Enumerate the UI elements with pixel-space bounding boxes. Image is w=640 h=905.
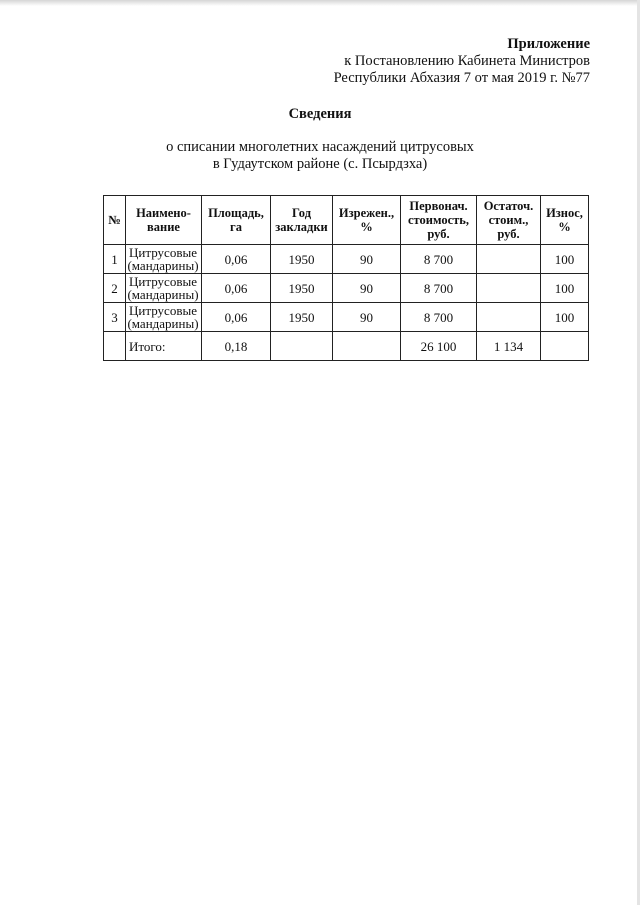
- col-header-area: Площадь, га: [202, 196, 271, 245]
- cell-name: Цитрусовые (мандарины): [126, 303, 202, 332]
- cell-num: 2: [104, 274, 126, 303]
- cell-num: 3: [104, 303, 126, 332]
- col-header-sparse: Изрежен., %: [333, 196, 401, 245]
- total-initial-cost: 26 100: [401, 332, 477, 361]
- cell-sparse: 90: [333, 245, 401, 274]
- cell-num: [104, 332, 126, 361]
- cell-wear: 100: [541, 274, 589, 303]
- col-header-residual-cost: Остаточ. стоим., руб.: [477, 196, 541, 245]
- table-total-row: [104, 332, 589, 361]
- document-title: Сведения: [288, 106, 352, 122]
- decree-reference-line2: Республики Абхазия 7 от мая 2019 г. №77: [333, 70, 590, 86]
- appendix-label: Приложение: [507, 36, 590, 52]
- cell-wear: 100: [541, 245, 589, 274]
- col-header-initial-cost: Первонач. стоимость, руб.: [401, 196, 477, 245]
- cell-year: [271, 332, 333, 361]
- cell-residual-cost: [477, 245, 541, 274]
- cell-area: 0,06: [202, 245, 271, 274]
- cell-sparse: [333, 332, 401, 361]
- cell-name: Цитрусовые (мандарины): [126, 245, 202, 274]
- decree-reference-line1: к Постановлению Кабинета Министров: [344, 53, 590, 69]
- cell-name: Цитрусовые (мандарины): [126, 274, 202, 303]
- col-header-num: №: [104, 196, 126, 245]
- writeoff-table: [103, 195, 589, 361]
- cell-initial-cost: 8 700: [401, 303, 477, 332]
- cell-wear: [541, 332, 589, 361]
- scan-shadow: [0, 0, 640, 6]
- cell-initial-cost: 8 700: [401, 274, 477, 303]
- cell-year: 1950: [271, 274, 333, 303]
- subtitle-line1: о списании многолетних насаждений цитрусовых: [166, 139, 474, 155]
- cell-sparse: 90: [333, 274, 401, 303]
- cell-area: 0,06: [202, 303, 271, 332]
- col-header-name: Наимено- вание: [126, 196, 202, 245]
- table-row: [104, 274, 589, 303]
- cell-year: 1950: [271, 245, 333, 274]
- cell-year: 1950: [271, 303, 333, 332]
- col-header-wear: Износ, %: [541, 196, 589, 245]
- cell-wear: 100: [541, 303, 589, 332]
- col-header-year: Год закладки: [271, 196, 333, 245]
- document-subtitle: [0, 139, 640, 173]
- cell-initial-cost: 8 700: [401, 245, 477, 274]
- table-row: [104, 303, 589, 332]
- cell-residual-cost: [477, 274, 541, 303]
- cell-num: 1: [104, 245, 126, 274]
- total-label: Итого:: [126, 332, 202, 361]
- table-header-row: [104, 196, 589, 245]
- total-area: 0,18: [202, 332, 271, 361]
- cell-residual-cost: [477, 303, 541, 332]
- subtitle-line2: в Гудаутском районе (с. Псырдзха): [212, 156, 428, 172]
- cell-area: 0,06: [202, 274, 271, 303]
- table-row: [104, 245, 589, 274]
- cell-sparse: 90: [333, 303, 401, 332]
- total-residual-cost: 1 134: [477, 332, 541, 361]
- appendix-header: [334, 36, 590, 87]
